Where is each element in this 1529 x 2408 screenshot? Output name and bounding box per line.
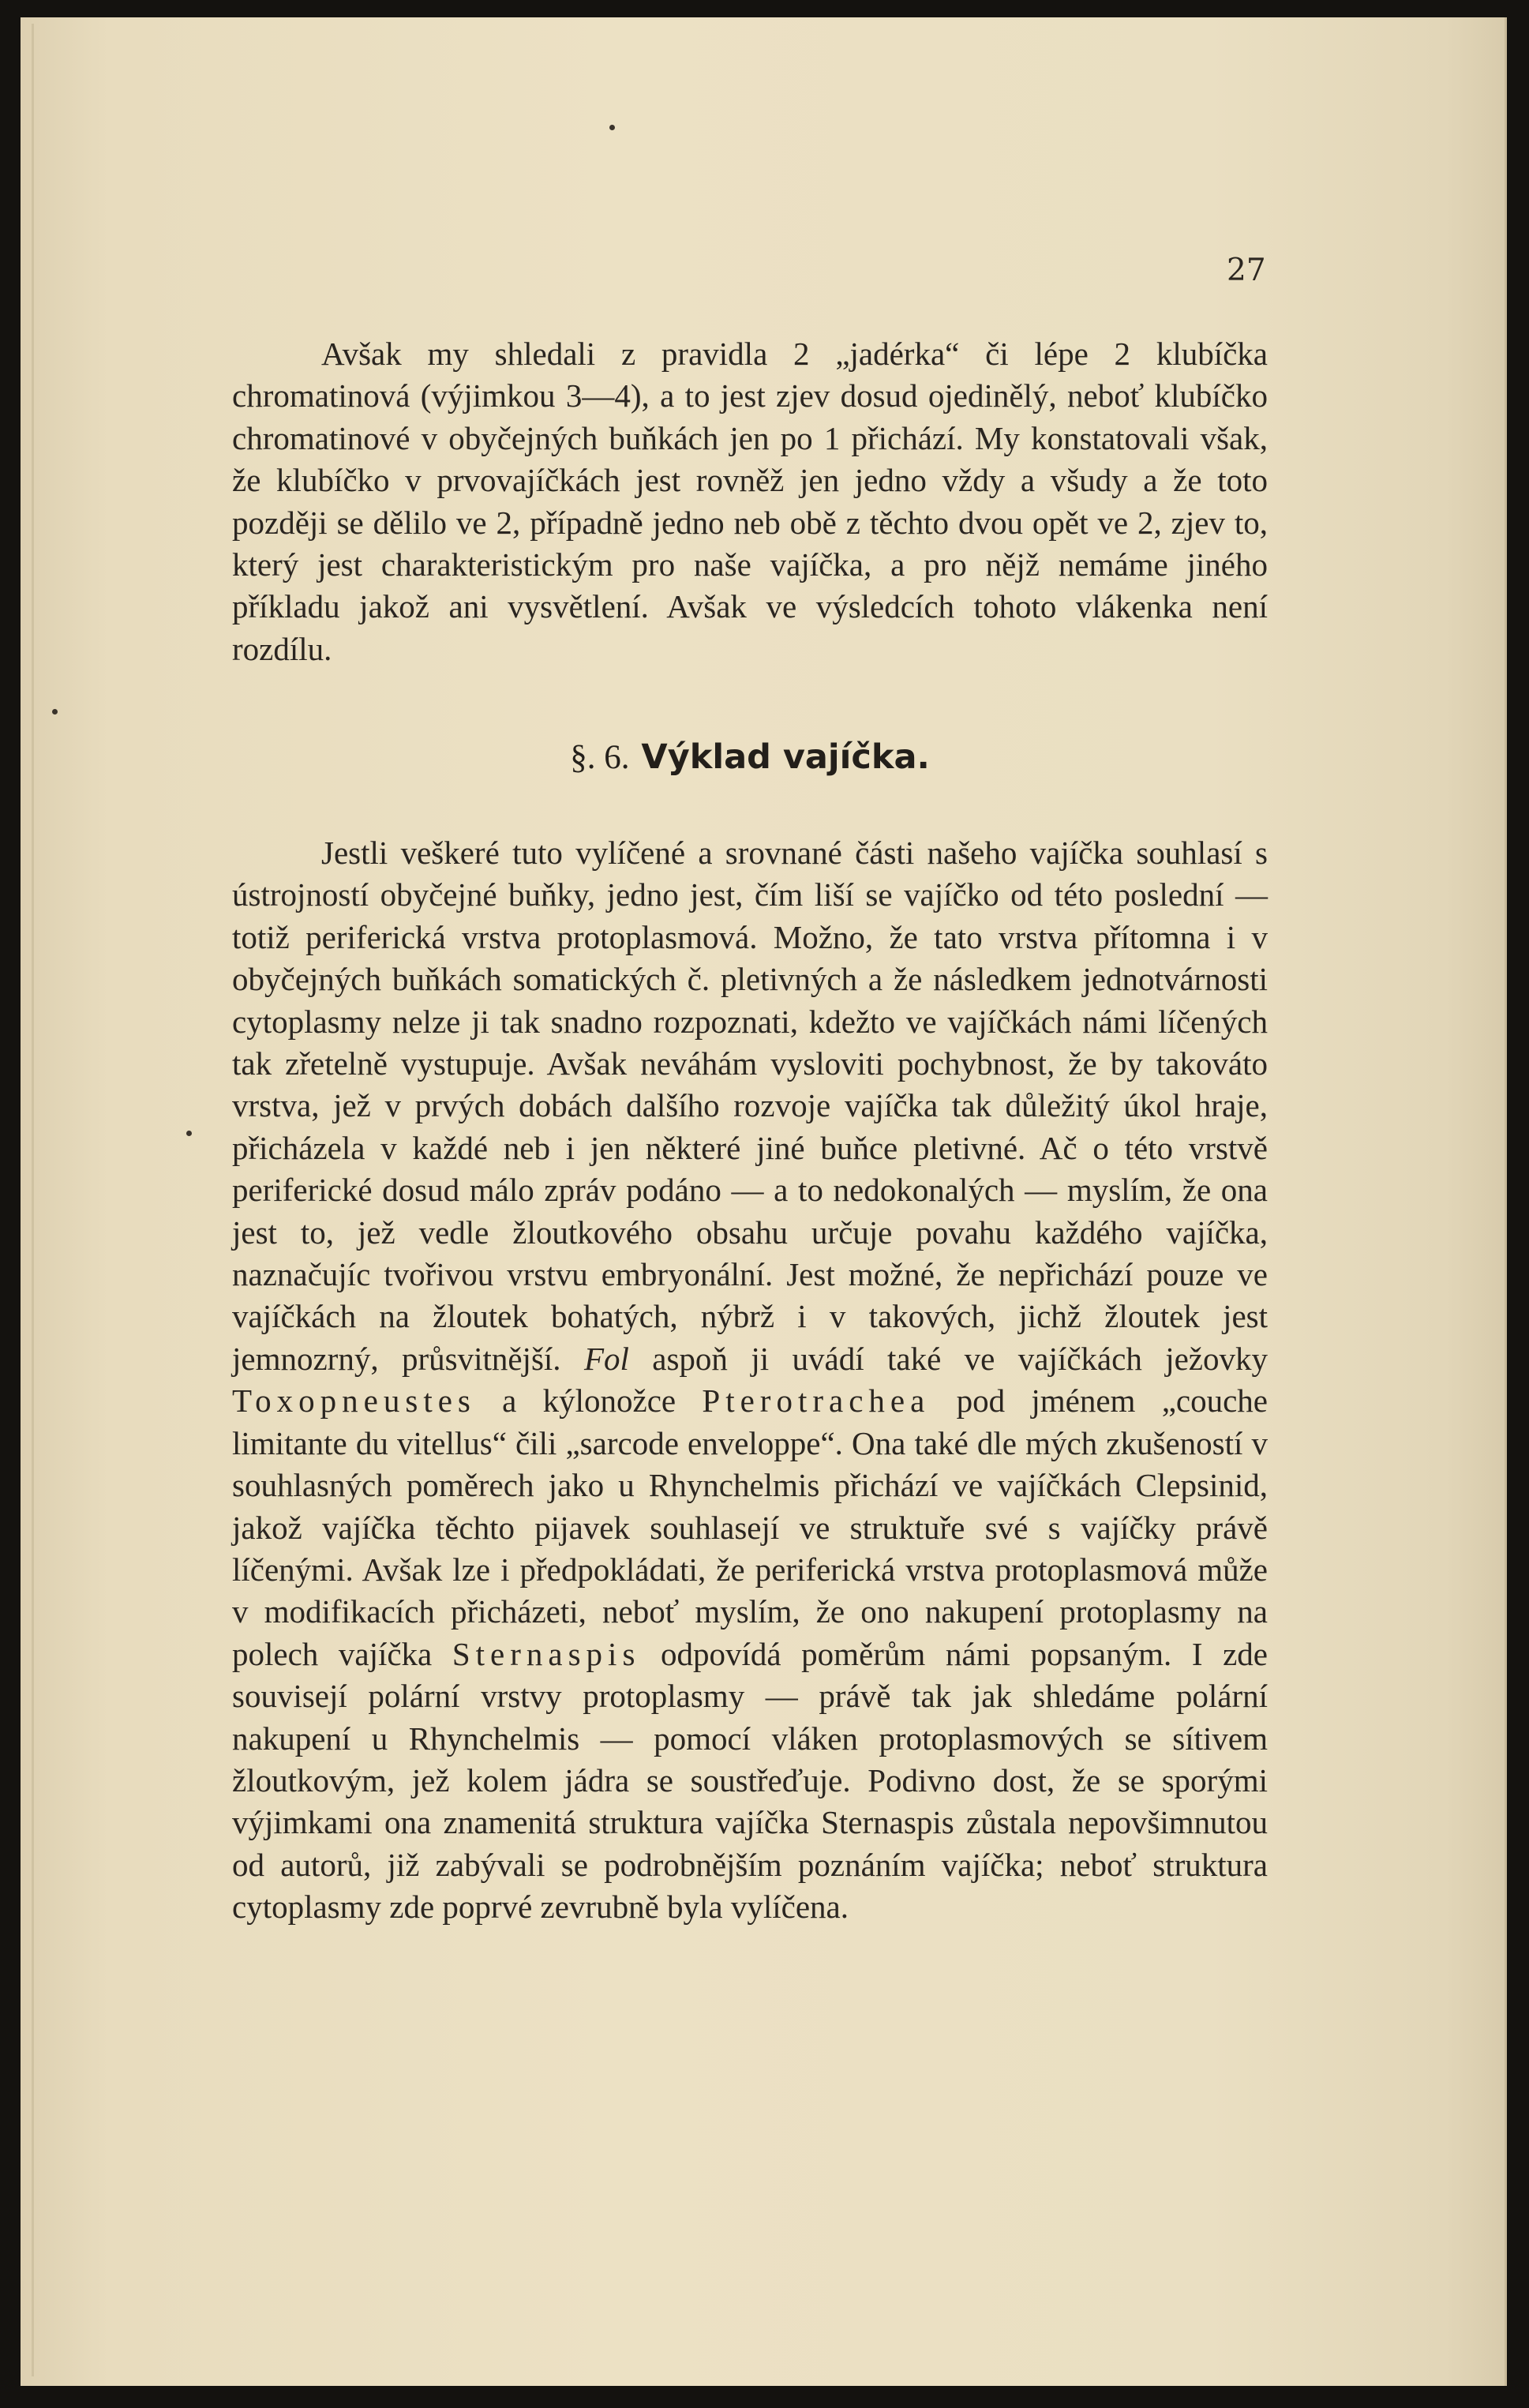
speck-mark (609, 125, 615, 130)
paragraph-2-part-5: odpovídá poměrům námi popsaným. I zde souvisejí polární vrstvy protoplasmy — právě tak jak shledáme polární nakupení u Rhynchelmis — pomocí vláken protoplasmových se sítivem žloutkovým, jež kolem jádra se soustřeďuje. Podivno dost, že se sporými výjimkami ona znamenitá struktura vajíčka Sternaspis zůstala nepovšimnutou od autorů, již zabývali se podrobnějším poznáním vajíčka; neboť struktura cytoplasmy zde poprvé zevrubně byla vylíčena. (232, 1635, 1269, 1926)
section-number: §. 6. (570, 739, 630, 776)
paragraph-2-part-2: aspoň ji uvádí také ve vajíčkách ježovky (628, 1340, 1268, 1377)
paragraph-1-text: Avšak my shledali z pravidla 2 „jadérka“ či lépe 2 klubíčka chromatinová (výjimkou 3—4), a to jest zjev dosud ojedinělý, neboť klubíčko chromatinové v obyčejných buňkách jen po 1 přichází. My konstatovali však, že klubíčko v prvovajíčkách jest rovněž jen jedno vždy a všudy a že toto později se dělilo ve 2, případně jedno neb obě z těchto dvou opět ve 2, zjev to, který jest charakteristickým pro naše vajíčka, a pro nějž nemáme jiného příkladu jakož ani vysvětlení. Avšak ve výsledcích tohoto vlákenka není rozdílu. (232, 336, 1268, 667)
section-heading (232, 737, 1268, 777)
page-number: 27 (1227, 253, 1266, 288)
genus-sternaspis: Sternaspis (452, 1635, 641, 1672)
section-title: Výklad vajíčka. (641, 737, 930, 777)
paragraph-2-text (232, 832, 1268, 1929)
page-fold-shadow (32, 24, 34, 2376)
speck-mark (52, 709, 58, 715)
speck-mark (186, 1131, 192, 1136)
paragraph-1 (232, 333, 1268, 670)
paragraph-2 (232, 832, 1268, 1929)
genus-toxopneustes: Toxopneustes (232, 1382, 476, 1420)
author-name: Fol (583, 1340, 629, 1377)
genus-pterotrachea: Pterotrachea (702, 1382, 931, 1420)
paragraph-2-part-1: Jestli veškeré tuto vylíčené a srovnané části našeho vajíčka souhlasí s ústrojností obyčejné buňky, jedno jest, čím liší se vajíčko od této poslední — totiž periferická vrstva protoplasmová. Možno, že tato vrstva přítomna i v obyčejných buňkách somatických č. pletivných a že následkem jednotvárnosti cytoplasmy nelze ji tak snadno rozpoznati, kdežto ve vajíčkách námi líčených tak zřetelně vystupuje. Avšak neváhám vysloviti pochybnost, že by takováto vrstva, jež v prvých dobách dalšího rozvoje vajíčka tak důležitý úkol hraje, přicházela v každé neb i jen některé jiné buňce pletivné. Ač o této vrstvě periferické dosud málo zpráv podáno — a to nedokonalých — myslím, že ona jest to, jež vedle žloutkového obsahu určuje povahu každého vajíčka, naznačujíc tvořivou vrstvu embryonální. Jest možné, že nepřichází pouze ve vajíčkách na žloutek bohatých, nýbrž i v takových, jichž žloutek jest jemnozrný, průsvitnější. (232, 835, 1268, 1377)
paragraph-2-part-3: a kýlonožce (475, 1382, 703, 1420)
paragraph-2-part-4: pod jménem „couche limitante du vitellus“ čili „sarcode enveloppe“. Ona také dle mých zkušeností v souhlasných poměrech jako u Rhynchelmis přichází ve vajíčkách Clepsinid, jakož vajíčka těchto pijavek souhlasejí ve struktuře své s vajíčky právě líčenými. Avšak lze i předpokládati, že periferická vrstva protoplasmová může v modifikacích přicházeti, neboť myslím, že ono nakupení protoplasmy na polech vajíčka (232, 1382, 1268, 1672)
